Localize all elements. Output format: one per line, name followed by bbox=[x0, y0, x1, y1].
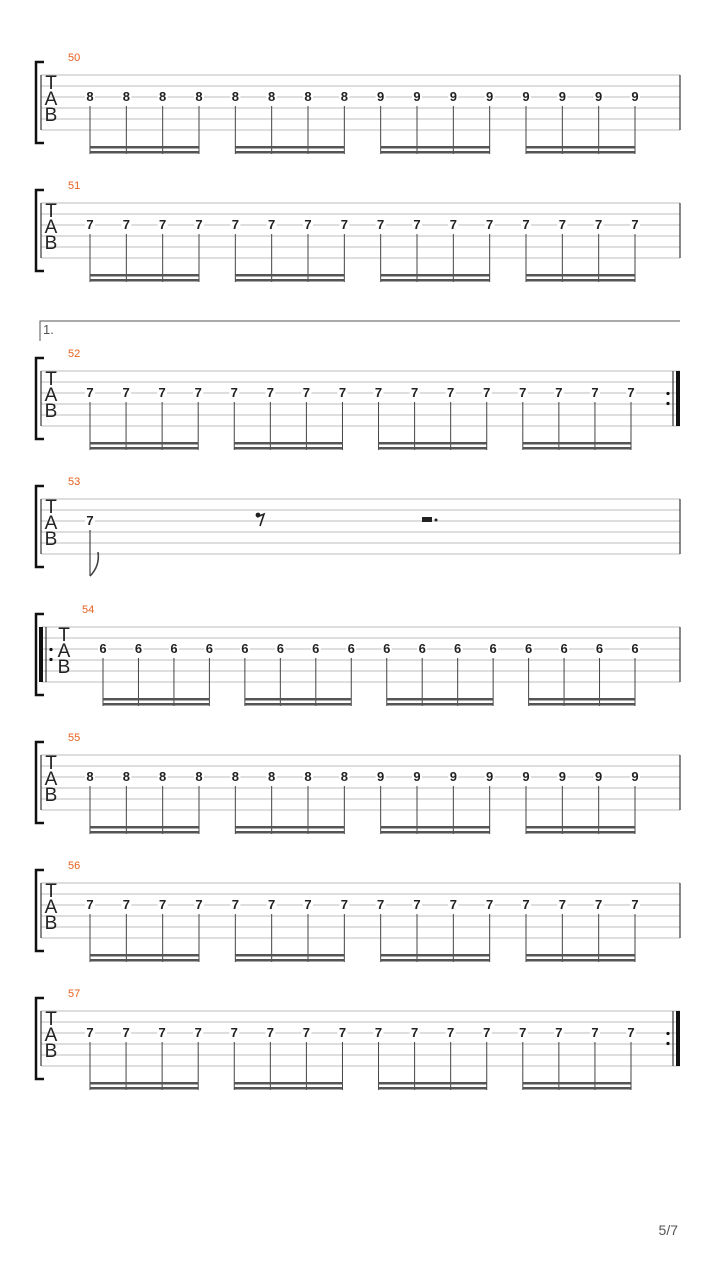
fret-number: 7 bbox=[230, 1025, 238, 1040]
fret-number: 9 bbox=[522, 769, 530, 784]
fret-number: 9 bbox=[486, 89, 494, 104]
fret-number: 8 bbox=[304, 769, 312, 784]
beam-primary bbox=[529, 698, 635, 701]
beam-secondary bbox=[90, 1087, 198, 1090]
beam-secondary bbox=[103, 703, 209, 706]
repeat-start-thick-bar bbox=[39, 627, 43, 682]
fret-number: 7 bbox=[595, 897, 603, 912]
beam-secondary bbox=[381, 151, 490, 154]
fret-number: 6 bbox=[205, 641, 214, 656]
fret-number: 7 bbox=[122, 217, 130, 232]
fret-number: 7 bbox=[268, 897, 276, 912]
fret-number: 7 bbox=[449, 217, 457, 232]
beam-primary bbox=[90, 442, 198, 445]
fret-number: 9 bbox=[413, 769, 421, 784]
fret-number: 7 bbox=[413, 217, 421, 232]
fret-number: 7 bbox=[122, 385, 130, 400]
fret-number: 6 bbox=[454, 641, 462, 656]
fret-number: 9 bbox=[595, 769, 603, 784]
tab-clef-a: A bbox=[44, 897, 58, 918]
tab-system bbox=[36, 732, 680, 834]
eighth-rest-icon bbox=[257, 514, 264, 526]
fret-number: 7 bbox=[558, 217, 566, 232]
beam-primary bbox=[235, 826, 344, 829]
fret-number: 7 bbox=[413, 897, 421, 912]
fret-number: 9 bbox=[377, 769, 385, 784]
tab-clef-a: A bbox=[44, 769, 58, 790]
fret-number: 7 bbox=[195, 217, 203, 232]
fret-number: 7 bbox=[340, 897, 348, 912]
fret-number: 7 bbox=[374, 385, 383, 400]
system-bracket bbox=[36, 486, 44, 567]
fret-number: 6 bbox=[560, 641, 568, 656]
fret-number: 7 bbox=[522, 897, 530, 912]
fret-number: 7 bbox=[591, 385, 599, 400]
beam-primary bbox=[381, 274, 490, 277]
system-bracket bbox=[36, 998, 44, 1079]
fret-number: 7 bbox=[195, 897, 203, 912]
fret-number: 9 bbox=[449, 89, 457, 104]
beam-secondary bbox=[526, 959, 635, 962]
fret-number: 7 bbox=[558, 897, 566, 912]
bar-number: 54 bbox=[82, 604, 95, 616]
fret-number: 7 bbox=[631, 217, 639, 232]
fret-number: 7 bbox=[447, 385, 455, 400]
beam-secondary bbox=[90, 447, 198, 450]
fret-number: 8 bbox=[231, 769, 239, 784]
beam-secondary bbox=[381, 831, 490, 834]
beam-secondary bbox=[379, 447, 487, 450]
fret-number: 7 bbox=[631, 897, 639, 912]
fret-number: 8 bbox=[86, 89, 94, 104]
fret-number: 9 bbox=[558, 89, 566, 104]
fret-number: 8 bbox=[340, 89, 348, 104]
note-flag bbox=[90, 552, 98, 576]
fret-number: 6 bbox=[595, 641, 604, 656]
tab-clef-b: B bbox=[57, 657, 71, 678]
fret-number: 7 bbox=[555, 1025, 563, 1040]
volta-label: 1. bbox=[43, 322, 54, 337]
beam-primary bbox=[526, 954, 635, 957]
system-bracket bbox=[36, 742, 44, 823]
system-bracket bbox=[36, 870, 44, 951]
system-bracket bbox=[36, 358, 44, 439]
fret-number: 9 bbox=[413, 89, 421, 104]
beam-primary bbox=[90, 826, 199, 829]
fret-number: 7 bbox=[158, 1025, 166, 1040]
beam-secondary bbox=[245, 703, 351, 706]
tab-clef-t: T bbox=[45, 73, 57, 94]
beam-primary bbox=[381, 146, 490, 149]
tab-clef-a: A bbox=[44, 217, 58, 238]
fret-number: 7 bbox=[159, 897, 167, 912]
tab-system bbox=[36, 180, 680, 282]
repeat-dot bbox=[49, 648, 52, 651]
beam-primary bbox=[379, 1082, 487, 1085]
fret-number: 8 bbox=[122, 89, 130, 104]
fret-number: 7 bbox=[86, 513, 94, 528]
fret-number: 7 bbox=[447, 1025, 455, 1040]
repeat-dot bbox=[49, 658, 52, 661]
fret-number: 7 bbox=[86, 1025, 94, 1040]
fret-number: 7 bbox=[377, 217, 385, 232]
beam-secondary bbox=[90, 831, 199, 834]
fret-number: 7 bbox=[266, 1025, 274, 1040]
bar-number: 55 bbox=[68, 732, 81, 744]
beam-secondary bbox=[526, 151, 635, 154]
fret-number: 9 bbox=[631, 89, 639, 104]
fret-number: 9 bbox=[631, 769, 639, 784]
repeat-end-thick-bar bbox=[676, 371, 680, 426]
fret-number: 7 bbox=[86, 897, 94, 912]
fret-number: 7 bbox=[486, 897, 494, 912]
fret-number: 8 bbox=[268, 89, 276, 104]
fret-number: 6 bbox=[241, 641, 249, 656]
fret-number: 6 bbox=[99, 641, 107, 656]
bar-number: 52 bbox=[68, 348, 81, 360]
fret-number: 8 bbox=[86, 769, 94, 784]
beam-primary bbox=[90, 274, 199, 277]
beam-primary bbox=[523, 442, 631, 445]
fret-number: 7 bbox=[122, 1025, 130, 1040]
rest-dot bbox=[435, 519, 438, 522]
beam-primary bbox=[235, 146, 344, 149]
tab-clef-b: B bbox=[44, 529, 58, 550]
fret-number: 7 bbox=[231, 897, 239, 912]
page-number: 5/7 bbox=[658, 1222, 678, 1238]
fret-number: 8 bbox=[159, 769, 167, 784]
fret-number: 7 bbox=[159, 217, 167, 232]
bar-number: 53 bbox=[68, 476, 81, 488]
tab-clef-b: B bbox=[44, 105, 58, 126]
beam-secondary bbox=[235, 831, 344, 834]
fret-number: 6 bbox=[312, 641, 320, 656]
fret-number: 6 bbox=[170, 641, 178, 656]
beam-secondary bbox=[381, 959, 490, 962]
fret-number: 7 bbox=[304, 217, 312, 232]
tab-clef-a: A bbox=[44, 89, 58, 110]
fret-number: 7 bbox=[86, 217, 94, 232]
fret-number: 7 bbox=[266, 385, 274, 400]
fret-number: 7 bbox=[377, 897, 385, 912]
beam-primary bbox=[379, 442, 487, 445]
fret-number: 7 bbox=[519, 1025, 527, 1040]
beam-primary bbox=[387, 698, 493, 701]
fret-number: 8 bbox=[195, 769, 203, 784]
beam-primary bbox=[234, 442, 342, 445]
system-bracket bbox=[36, 190, 44, 271]
fret-number: 9 bbox=[486, 769, 494, 784]
tab-clef-b: B bbox=[44, 401, 58, 422]
fret-number: 6 bbox=[276, 641, 284, 656]
beam-primary bbox=[90, 1082, 198, 1085]
fret-number: 7 bbox=[86, 385, 94, 400]
beam-secondary bbox=[234, 447, 342, 450]
fret-number: 8 bbox=[304, 89, 312, 104]
tab-clef-t: T bbox=[45, 881, 57, 902]
fret-number: 7 bbox=[158, 385, 166, 400]
fret-number: 7 bbox=[519, 385, 527, 400]
fret-number: 9 bbox=[522, 89, 530, 104]
beam-secondary bbox=[235, 959, 344, 962]
fret-number: 7 bbox=[591, 1025, 599, 1040]
repeat-dot bbox=[666, 402, 669, 405]
beam-secondary bbox=[387, 703, 493, 706]
fret-number: 9 bbox=[595, 89, 603, 104]
repeat-dot bbox=[666, 1042, 669, 1045]
beam-primary bbox=[103, 698, 209, 701]
fret-number: 7 bbox=[627, 1025, 635, 1040]
beam-secondary bbox=[90, 279, 199, 282]
fret-number: 8 bbox=[268, 769, 276, 784]
repeat-dot bbox=[666, 392, 669, 395]
fret-number: 8 bbox=[159, 89, 167, 104]
tab-clef-a: A bbox=[44, 385, 58, 406]
tab-clef-a: A bbox=[44, 513, 58, 534]
fret-number: 7 bbox=[194, 1025, 202, 1040]
repeat-end-thick-bar bbox=[676, 1011, 680, 1066]
fret-number: 9 bbox=[449, 769, 457, 784]
tab-clef-t: T bbox=[45, 369, 57, 390]
beam-secondary bbox=[90, 959, 199, 962]
tab-system bbox=[36, 476, 680, 576]
fret-number: 6 bbox=[134, 641, 143, 656]
beam-primary bbox=[90, 146, 199, 149]
fret-number: 7 bbox=[522, 217, 530, 232]
beam-primary bbox=[235, 274, 344, 277]
beam-secondary bbox=[529, 703, 635, 706]
volta-bracket bbox=[40, 321, 680, 341]
fret-number: 7 bbox=[483, 1025, 491, 1040]
fret-number: 7 bbox=[338, 385, 347, 400]
tab-clef-a: A bbox=[57, 641, 71, 662]
fret-number: 7 bbox=[338, 1025, 347, 1040]
tab-clef-a: A bbox=[44, 1025, 58, 1046]
fret-number: 6 bbox=[631, 641, 639, 656]
beam-primary bbox=[90, 954, 199, 957]
beam-primary bbox=[381, 954, 490, 957]
fret-number: 7 bbox=[230, 385, 238, 400]
fret-number: 7 bbox=[555, 385, 563, 400]
half-rest-icon bbox=[422, 517, 432, 522]
fret-number: 7 bbox=[304, 897, 312, 912]
tab-system bbox=[36, 860, 680, 962]
fret-number: 7 bbox=[627, 385, 635, 400]
fret-number: 7 bbox=[194, 385, 202, 400]
tab-system bbox=[36, 604, 680, 706]
beam-primary bbox=[234, 1082, 342, 1085]
beam-secondary bbox=[526, 831, 635, 834]
beam-secondary bbox=[523, 447, 631, 450]
fret-number: 7 bbox=[483, 385, 491, 400]
fret-number: 8 bbox=[195, 89, 203, 104]
fret-number: 7 bbox=[486, 217, 494, 232]
beam-secondary bbox=[235, 151, 344, 154]
bar-number: 51 bbox=[68, 180, 81, 192]
beam-secondary bbox=[234, 1087, 342, 1090]
beam-primary bbox=[523, 1082, 631, 1085]
beam-primary bbox=[526, 826, 635, 829]
beam-primary bbox=[381, 826, 490, 829]
fret-number: 7 bbox=[410, 385, 419, 400]
fret-number: 7 bbox=[231, 217, 239, 232]
tab-clef-t: T bbox=[58, 625, 70, 646]
beam-secondary bbox=[379, 1087, 487, 1090]
tab-clef-t: T bbox=[45, 201, 57, 222]
fret-number: 7 bbox=[595, 217, 603, 232]
fret-number: 6 bbox=[347, 641, 355, 656]
fret-number: 7 bbox=[122, 897, 130, 912]
fret-number: 7 bbox=[410, 1025, 419, 1040]
beam-secondary bbox=[90, 151, 199, 154]
beam-primary bbox=[235, 954, 344, 957]
fret-number: 8 bbox=[340, 769, 348, 784]
tab-clef-b: B bbox=[44, 785, 58, 806]
tab-clef-b: B bbox=[44, 1041, 58, 1062]
fret-number: 9 bbox=[377, 89, 385, 104]
fret-number: 6 bbox=[489, 641, 497, 656]
beam-primary bbox=[526, 274, 635, 277]
fret-number: 6 bbox=[418, 641, 426, 656]
tab-clef-b: B bbox=[44, 233, 58, 254]
tab-clef-t: T bbox=[45, 497, 57, 518]
beam-primary bbox=[526, 146, 635, 149]
tab-system bbox=[36, 52, 680, 154]
beam-secondary bbox=[523, 1087, 631, 1090]
fret-number: 9 bbox=[558, 769, 566, 784]
fret-number: 8 bbox=[122, 769, 130, 784]
repeat-dot bbox=[666, 1032, 669, 1035]
fret-number: 7 bbox=[340, 217, 348, 232]
fret-number: 7 bbox=[302, 1025, 311, 1040]
fret-number: 7 bbox=[374, 1025, 383, 1040]
tab-clef-t: T bbox=[45, 1009, 57, 1030]
fret-number: 6 bbox=[524, 641, 533, 656]
system-bracket bbox=[36, 62, 44, 143]
beam-secondary bbox=[381, 279, 490, 282]
beam-secondary bbox=[526, 279, 635, 282]
beam-secondary bbox=[235, 279, 344, 282]
bar-number: 56 bbox=[68, 860, 81, 872]
tab-clef-t: T bbox=[45, 753, 57, 774]
fret-number: 7 bbox=[449, 897, 457, 912]
fret-number: 6 bbox=[383, 641, 391, 656]
tab-system bbox=[36, 988, 680, 1090]
tab-system bbox=[36, 321, 680, 450]
bar-number: 57 bbox=[68, 988, 81, 1000]
fret-number: 8 bbox=[231, 89, 239, 104]
bar-number: 50 bbox=[68, 52, 81, 64]
fret-number: 7 bbox=[268, 217, 276, 232]
fret-number: 7 bbox=[302, 385, 311, 400]
tab-clef-b: B bbox=[44, 913, 58, 934]
beam-primary bbox=[245, 698, 351, 701]
